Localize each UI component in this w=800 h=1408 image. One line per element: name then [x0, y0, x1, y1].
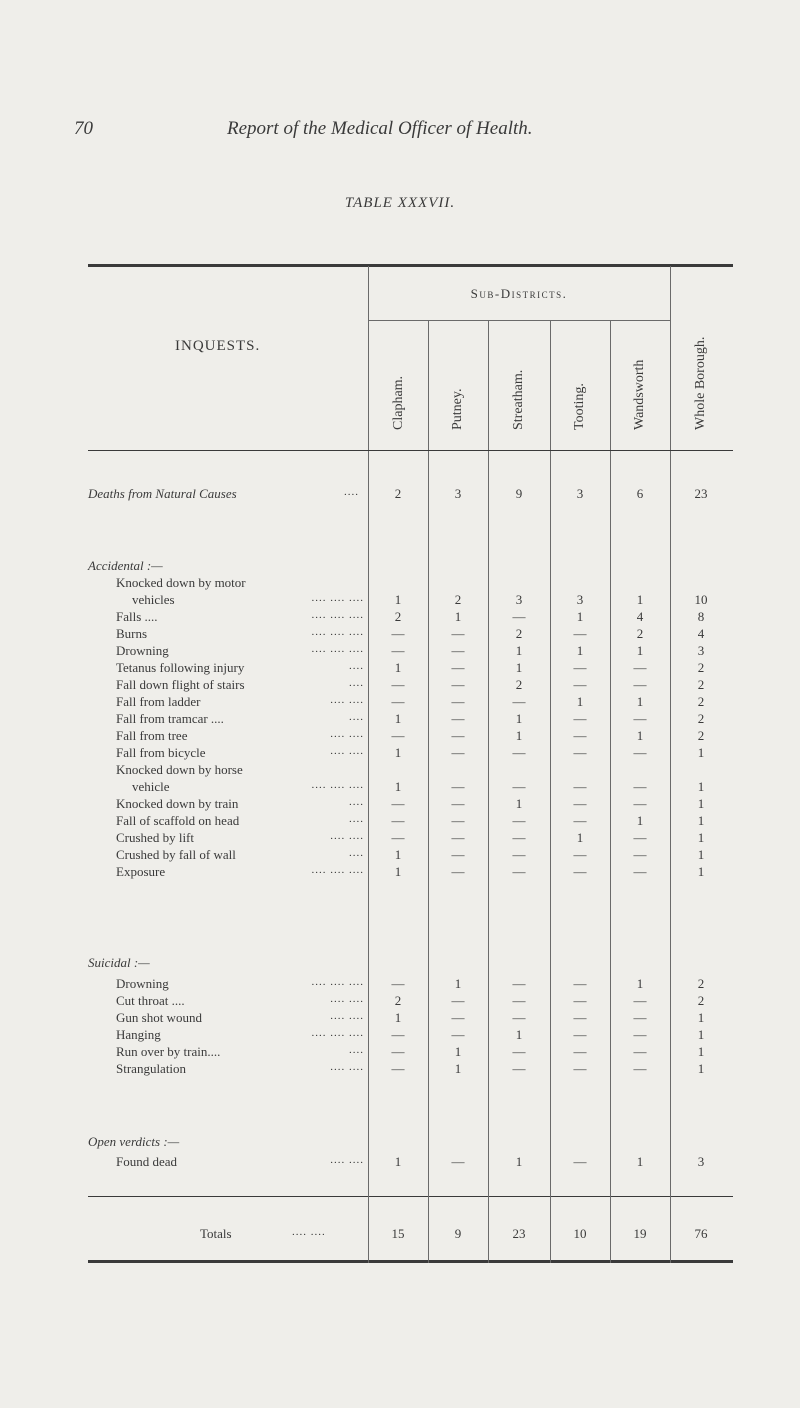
- cell-tooting: 1: [576, 643, 584, 658]
- cell-whole-borough: 76: [694, 1226, 708, 1241]
- cell-clapham: 1: [394, 592, 402, 607]
- cell-whole-borough: 2: [697, 728, 705, 743]
- cell-clapham: —: [391, 643, 405, 658]
- cell-whole-borough: 1: [697, 1027, 705, 1042]
- cell-whole-borough: 23: [694, 486, 708, 501]
- cell-putney: —: [451, 745, 465, 760]
- row-label: Falls ....: [116, 609, 158, 624]
- cell-clapham: —: [391, 813, 405, 828]
- cell-clapham: —: [391, 830, 405, 845]
- cell-putney: 1: [454, 1044, 462, 1059]
- inquests-header: INQUESTS.: [175, 338, 261, 354]
- cell-wandsworth: 19: [633, 1226, 647, 1241]
- cell-whole-borough: 1: [697, 813, 705, 828]
- header-bottom-rule: [88, 450, 733, 451]
- cell-streatham: 2: [515, 677, 523, 692]
- cell-wandsworth: 1: [636, 1154, 644, 1169]
- row-label: Fall from tree: [116, 728, 188, 743]
- cell-streatham: —: [512, 813, 526, 828]
- cell-wandsworth: —: [633, 796, 647, 811]
- table-row: [0, 779, 800, 797]
- cell-wandsworth: 1: [636, 728, 644, 743]
- cell-streatham: —: [512, 1044, 526, 1059]
- table-row: [0, 643, 800, 661]
- table-row: [0, 993, 800, 1011]
- cell-clapham: —: [391, 1061, 405, 1076]
- table-row: [0, 745, 800, 763]
- leader-dots: ....: [349, 847, 364, 859]
- table-row-label-line: [0, 762, 800, 780]
- leader-dots: .... .... ....: [311, 976, 364, 988]
- cell-streatham: —: [512, 847, 526, 862]
- cell-wandsworth: —: [633, 1044, 647, 1059]
- column-divider: [428, 320, 429, 450]
- cell-putney: —: [451, 813, 465, 828]
- cell-clapham: 1: [394, 779, 402, 794]
- cell-clapham: 2: [394, 486, 402, 501]
- cell-streatham: —: [512, 609, 526, 624]
- row-label: Drowning: [116, 643, 169, 658]
- row-label: Fall from tramcar ....: [116, 711, 224, 726]
- section-heading-suicidal: Suicidal :—: [88, 955, 150, 970]
- cell-putney: —: [451, 677, 465, 692]
- table-title: TABLE XXXVII.: [344, 195, 456, 211]
- row-label: Fall from ladder: [116, 694, 201, 709]
- leader-dots: .... ....: [330, 993, 364, 1005]
- cell-tooting: —: [573, 711, 587, 726]
- row-label: Burns: [116, 626, 148, 641]
- cell-tooting: —: [573, 864, 587, 879]
- cell-putney: 9: [454, 1226, 462, 1241]
- table-row-label-line: [0, 575, 800, 593]
- cell-wandsworth: 1: [636, 694, 644, 709]
- leader-dots: .... ....: [330, 694, 364, 706]
- cell-tooting: —: [573, 626, 587, 641]
- cell-whole-borough: 8: [697, 609, 705, 624]
- column-divider: [550, 320, 551, 450]
- cell-streatham: —: [512, 745, 526, 760]
- leader-dots: .... ....: [330, 1061, 364, 1073]
- cell-wandsworth: —: [633, 1027, 647, 1042]
- cell-whole-borough: 3: [697, 643, 705, 658]
- cell-wandsworth: 6: [636, 486, 644, 501]
- cell-tooting: 1: [576, 609, 584, 624]
- table-row: [0, 711, 800, 729]
- cell-putney: —: [451, 660, 465, 675]
- cell-streatham: 23: [512, 1226, 526, 1241]
- column-header-whole-borough: Whole Borough.: [693, 336, 708, 430]
- cell-putney: 1: [454, 1061, 462, 1076]
- cell-tooting: 1: [576, 830, 584, 845]
- page-number: 70: [74, 118, 93, 139]
- cell-tooting: —: [573, 677, 587, 692]
- section-heading-accidental: Accidental :—: [88, 558, 163, 573]
- row-label: Cut throat ....: [116, 993, 185, 1008]
- table-row: [0, 1061, 800, 1079]
- cell-clapham: —: [391, 694, 405, 709]
- cell-streatham: 1: [515, 643, 523, 658]
- cell-putney: —: [451, 830, 465, 845]
- cell-tooting: 3: [576, 592, 584, 607]
- page-title: Report of the Medical Officer of Health.: [227, 118, 533, 139]
- cell-clapham: —: [391, 677, 405, 692]
- cell-clapham: —: [391, 1027, 405, 1042]
- cell-wandsworth: 1: [636, 643, 644, 658]
- cell-tooting: —: [573, 660, 587, 675]
- cell-wandsworth: —: [633, 830, 647, 845]
- table-row: [0, 864, 800, 882]
- cell-streatham: 1: [515, 711, 523, 726]
- row-label: Drowning: [116, 976, 169, 991]
- table-row: [0, 847, 800, 865]
- cell-clapham: 1: [394, 1010, 402, 1025]
- row-label: Run over by train....: [116, 1044, 221, 1059]
- leader-dots: .... ....: [330, 745, 364, 757]
- column-header-clapham: Clapham.: [391, 375, 406, 430]
- cell-wandsworth: —: [633, 660, 647, 675]
- table-row: [0, 1027, 800, 1045]
- cell-clapham: 15: [391, 1226, 405, 1241]
- cell-clapham: 1: [394, 847, 402, 862]
- cell-whole-borough: 3: [697, 1154, 705, 1169]
- leader-dots: ....: [344, 486, 359, 498]
- cell-clapham: 1: [394, 1154, 402, 1169]
- cell-putney: 1: [454, 976, 462, 991]
- cell-streatham: 1: [515, 660, 523, 675]
- column-header-wandsworth: Wandsworth: [632, 359, 647, 430]
- cell-wandsworth: —: [633, 1061, 647, 1076]
- cell-wandsworth: 4: [636, 609, 644, 624]
- cell-wandsworth: 2: [636, 626, 644, 641]
- cell-putney: 3: [454, 486, 462, 501]
- cell-tooting: —: [573, 779, 587, 794]
- column-header-streatham: Streatham.: [511, 369, 526, 430]
- totals-label: Totals: [200, 1226, 232, 1241]
- leader-dots: .... ....: [330, 728, 364, 740]
- cell-whole-borough: 1: [697, 745, 705, 760]
- cell-streatham: —: [512, 1061, 526, 1076]
- column-header-putney: Putney.: [450, 388, 465, 430]
- leader-dots: ....: [349, 677, 364, 689]
- cell-putney: —: [451, 728, 465, 743]
- cell-tooting: —: [573, 1061, 587, 1076]
- leader-dots: .... ....: [330, 830, 364, 842]
- row-label: Hanging: [116, 1027, 161, 1042]
- table-bottom-rule: [88, 1260, 733, 1263]
- column-divider: [670, 266, 671, 450]
- table-row: [0, 1010, 800, 1028]
- cell-whole-borough: 1: [697, 1010, 705, 1025]
- subdistrict-divider: [368, 320, 670, 321]
- cell-clapham: 1: [394, 864, 402, 879]
- subdistricts-header: Sub-Districts.: [470, 286, 568, 301]
- leader-dots: .... .... ....: [311, 626, 364, 638]
- leader-dots: .... .... ....: [311, 609, 364, 621]
- cell-putney: —: [451, 796, 465, 811]
- table-top-rule: [88, 264, 733, 267]
- totals-top-rule: [88, 1196, 733, 1197]
- cell-wandsworth: —: [633, 711, 647, 726]
- cell-wandsworth: —: [633, 864, 647, 879]
- cell-streatham: —: [512, 993, 526, 1008]
- cell-whole-borough: 1: [697, 830, 705, 845]
- row-label: Fall of scaffold on head: [116, 813, 240, 828]
- cell-wandsworth: —: [633, 1010, 647, 1025]
- leader-dots: .... ....: [330, 1010, 364, 1022]
- cell-streatham: 9: [515, 486, 523, 501]
- cell-wandsworth: 1: [636, 976, 644, 991]
- cell-wandsworth: 1: [636, 813, 644, 828]
- cell-whole-borough: 1: [697, 1044, 705, 1059]
- row-label: Fall down flight of stairs: [116, 677, 245, 692]
- cell-streatham: —: [512, 830, 526, 845]
- leader-dots: ....: [349, 813, 364, 825]
- leader-dots: ....: [349, 1044, 364, 1056]
- cell-putney: —: [451, 711, 465, 726]
- cell-whole-borough: 1: [697, 864, 705, 879]
- cell-whole-borough: 2: [697, 694, 705, 709]
- cell-tooting: 1: [576, 694, 584, 709]
- cell-clapham: —: [391, 728, 405, 743]
- leader-dots: .... .... ....: [311, 864, 364, 876]
- leader-dots: ....: [349, 796, 364, 808]
- cell-clapham: 2: [394, 609, 402, 624]
- cell-clapham: 2: [394, 993, 402, 1008]
- cell-whole-borough: 2: [697, 711, 705, 726]
- section-heading-open-verdicts: Open verdicts :—: [88, 1134, 180, 1149]
- cell-whole-borough: 10: [694, 592, 708, 607]
- row-label: Fall from bicycle: [116, 745, 206, 760]
- cell-putney: —: [451, 626, 465, 641]
- row-label: Strangulation: [116, 1061, 187, 1076]
- cell-streatham: —: [512, 694, 526, 709]
- row-label: Knocked down by motor: [116, 575, 246, 590]
- cell-whole-borough: 1: [697, 847, 705, 862]
- column-divider: [488, 320, 489, 450]
- leader-dots: .... ....: [292, 1226, 326, 1238]
- row-label: Found dead: [116, 1154, 178, 1169]
- table-row: [0, 609, 800, 627]
- cell-wandsworth: 1: [636, 592, 644, 607]
- table-row: [0, 660, 800, 678]
- cell-putney: —: [451, 694, 465, 709]
- cell-streatham: 1: [515, 1154, 523, 1169]
- table-row: [0, 830, 800, 848]
- cell-tooting: —: [573, 745, 587, 760]
- cell-clapham: —: [391, 626, 405, 641]
- leader-dots: ....: [349, 660, 364, 672]
- cell-tooting: —: [573, 993, 587, 1008]
- cell-whole-borough: 2: [697, 993, 705, 1008]
- cell-streatham: 1: [515, 1027, 523, 1042]
- cell-wandsworth: —: [633, 677, 647, 692]
- cell-tooting: 3: [576, 486, 584, 501]
- cell-tooting: —: [573, 976, 587, 991]
- cell-whole-borough: 4: [697, 626, 705, 641]
- cell-streatham: 1: [515, 796, 523, 811]
- cell-whole-borough: 2: [697, 976, 705, 991]
- row-label: Crushed by fall of wall: [116, 847, 236, 862]
- cell-tooting: —: [573, 847, 587, 862]
- cell-streatham: —: [512, 1010, 526, 1025]
- table-row: [0, 728, 800, 746]
- cell-streatham: 3: [515, 592, 523, 607]
- row-label: Deaths from Natural Causes: [88, 486, 237, 501]
- row-label: vehicles: [132, 592, 175, 607]
- cell-putney: —: [451, 993, 465, 1008]
- table-row: [0, 694, 800, 712]
- cell-whole-borough: 2: [697, 677, 705, 692]
- page-header: [0, 118, 800, 148]
- cell-streatham: —: [512, 864, 526, 879]
- cell-putney: —: [451, 1010, 465, 1025]
- cell-putney: —: [451, 1154, 465, 1169]
- cell-whole-borough: 1: [697, 1061, 705, 1076]
- column-header-tooting: Tooting.: [572, 383, 587, 430]
- table-row: [0, 813, 800, 831]
- cell-tooting: —: [573, 1027, 587, 1042]
- cell-putney: —: [451, 779, 465, 794]
- cell-tooting: —: [573, 1044, 587, 1059]
- cell-clapham: 1: [394, 711, 402, 726]
- cell-clapham: —: [391, 1044, 405, 1059]
- cell-wandsworth: —: [633, 779, 647, 794]
- cell-putney: —: [451, 847, 465, 862]
- table-row: [0, 976, 800, 994]
- cell-tooting: —: [573, 728, 587, 743]
- totals-row: [0, 1226, 800, 1244]
- cell-wandsworth: —: [633, 745, 647, 760]
- cell-clapham: —: [391, 796, 405, 811]
- cell-tooting: —: [573, 1010, 587, 1025]
- table-row: [0, 626, 800, 644]
- cell-wandsworth: —: [633, 847, 647, 862]
- table-row: [0, 1044, 800, 1062]
- cell-putney: —: [451, 1027, 465, 1042]
- leader-dots: .... .... ....: [311, 643, 364, 655]
- row-label: Knocked down by train: [116, 796, 239, 811]
- cell-whole-borough: 1: [697, 779, 705, 794]
- row-label: Gun shot wound: [116, 1010, 202, 1025]
- cell-tooting: —: [573, 813, 587, 828]
- column-divider: [610, 320, 611, 450]
- cell-clapham: —: [391, 976, 405, 991]
- row-label: Tetanus following injury: [116, 660, 245, 675]
- leader-dots: ....: [349, 711, 364, 723]
- table-row: [0, 486, 800, 504]
- cell-tooting: —: [573, 796, 587, 811]
- cell-putney: 1: [454, 609, 462, 624]
- cell-putney: 2: [454, 592, 462, 607]
- cell-tooting: 10: [573, 1226, 587, 1241]
- leader-dots: .... .... ....: [311, 1027, 364, 1039]
- row-label: vehicle: [132, 779, 170, 794]
- row-label: Knocked down by horse: [116, 762, 243, 777]
- cell-clapham: 1: [394, 660, 402, 675]
- cell-whole-borough: 1: [697, 796, 705, 811]
- cell-streatham: 2: [515, 626, 523, 641]
- row-label: Exposure: [116, 864, 166, 879]
- cell-streatham: 1: [515, 728, 523, 743]
- row-label: Crushed by lift: [116, 830, 194, 845]
- cell-putney: —: [451, 643, 465, 658]
- table-row: [0, 677, 800, 695]
- table-row: [0, 1154, 800, 1172]
- cell-wandsworth: —: [633, 993, 647, 1008]
- cell-clapham: 1: [394, 745, 402, 760]
- leader-dots: .... ....: [330, 1154, 364, 1166]
- cell-streatham: —: [512, 779, 526, 794]
- table-row: [0, 796, 800, 814]
- cell-streatham: —: [512, 976, 526, 991]
- cell-putney: —: [451, 864, 465, 879]
- cell-tooting: —: [573, 1154, 587, 1169]
- table-row: [0, 592, 800, 610]
- cell-whole-borough: 2: [697, 660, 705, 675]
- leader-dots: .... .... ....: [311, 779, 364, 791]
- leader-dots: .... .... ....: [311, 592, 364, 604]
